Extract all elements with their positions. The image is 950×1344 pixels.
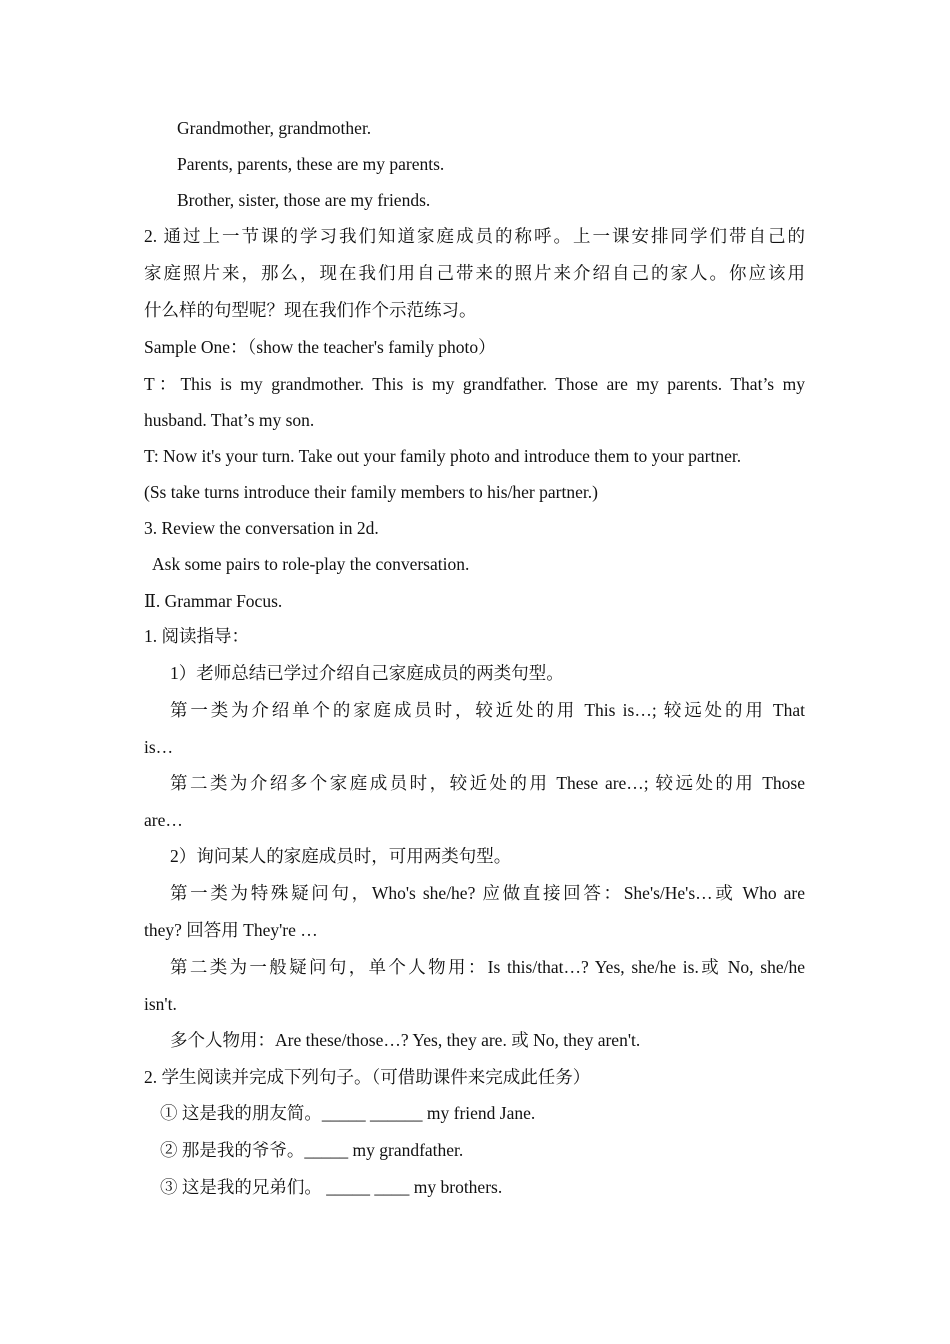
reading-guide-title: 1. 阅读指导：	[144, 626, 249, 646]
point1-title: 1）老师总结已学过介绍自己家庭成员的两类句型。	[170, 663, 564, 683]
step2-line-1: 2. 通过上一节课的学习我们知道家庭成员的称呼。上一课安排同学们带自己的	[144, 226, 805, 246]
exercise-item: ③ 这是我的兄弟们。 _____ ____ my brothers.	[160, 1177, 503, 1197]
point2-b-line-2: isn't.	[144, 994, 177, 1014]
point2-b-line-1: 第二类为一般疑问句，单个人物用：Is this/that…? Yes, she/he is.或 No, she/he	[170, 957, 805, 977]
exercise-item: ② 那是我的爷爷。_____ my grandfather.	[160, 1140, 464, 1160]
grammar-title: Ⅱ. Grammar Focus.	[144, 591, 283, 611]
step3-ask: Ask some pairs to role-play the conversation.	[152, 554, 470, 574]
point2-a-line-2: they? 回答用 They're …	[144, 920, 318, 940]
point1-a-line-1: 第一类为介绍单个的家庭成员时，较近处的用 This is…; 较远处的用 That	[170, 700, 805, 720]
teacher-turn-line: T: Now it's your turn. Take out your family photo and introduce them to your partner.	[144, 446, 742, 466]
exercise-title: 2. 学生阅读并完成下列句子。（可借助课件来完成此任务）	[144, 1067, 591, 1087]
sample-heading: Sample One：（show the teacher's family photo）	[144, 337, 496, 357]
point1-b-line-1: 第二类为介绍多个家庭成员时，较近处的用 These are…; 较远处的用 Those	[170, 773, 805, 793]
point1-b-line-2: are…	[144, 810, 183, 830]
step2-line-2: 家庭照片来，那么，现在我们用自己带来的照片来介绍自己的家人。你应该用	[144, 263, 805, 283]
song-line-2: Parents, parents, these are my parents.	[177, 154, 445, 174]
point2-a-line-1: 第一类为特殊疑问句，Who's she/he? 应做直接回答：She's/He's…或 Who are	[170, 883, 805, 903]
point2-c-line: 多个人物用：Are these/those…? Yes, they are. 或 No, they aren't.	[170, 1030, 641, 1050]
song-line-1: Grandmother, grandmother.	[177, 118, 372, 138]
exercise-item: ① 这是我的朋友简。_____ ______ my friend Jane.	[160, 1103, 536, 1123]
point2-title: 2）询问某人的家庭成员时，可用两类句型。	[170, 846, 512, 866]
step3-title: 3. Review the conversation in 2d.	[144, 518, 379, 538]
point1-a-line-2: is…	[144, 737, 174, 757]
teacher-line-2: husband. That’s my son.	[144, 410, 315, 430]
teacher-line-1: T：This is my grandmother. This is my grandfather. Those are my parents. That’s my	[144, 374, 805, 394]
step2-line-3: 什么样的句型呢？现在我们作个示范练习。	[144, 300, 477, 320]
students-line: (Ss take turns introduce their family members to his/her partner.)	[144, 482, 598, 502]
song-line-3: Brother, sister, those are my friends.	[177, 190, 431, 210]
